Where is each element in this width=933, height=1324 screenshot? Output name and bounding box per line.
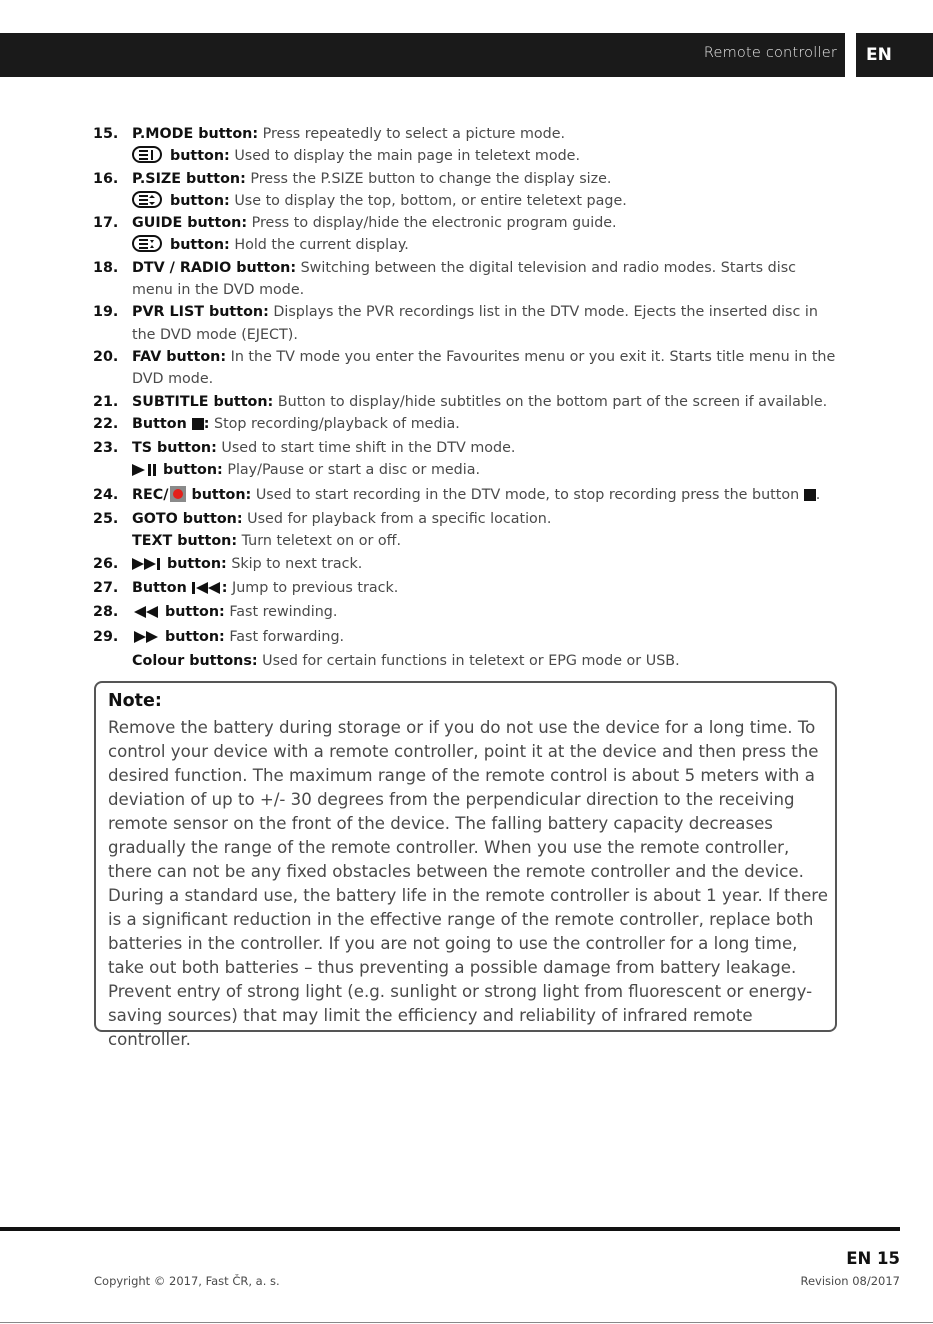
list-item <box>93 459 838 483</box>
bottom-divider <box>0 1322 933 1323</box>
button-description-list <box>93 123 838 672</box>
item-label: TS button: <box>132 440 217 457</box>
item-description: Used to start recording in the DTV mode, to stop recording press the button <box>251 486 804 503</box>
list-item <box>93 145 838 167</box>
teletext-hold-icon <box>132 235 162 252</box>
item-number: 27. <box>93 579 119 596</box>
item-description: Turn teletext on or off. <box>237 533 402 550</box>
language-badge: EN <box>856 33 933 77</box>
item-number: 18. <box>93 259 119 276</box>
item-label: button: <box>158 462 223 479</box>
item-description: Used to start time shift in the DTV mode. <box>216 440 516 457</box>
item-number: 23. <box>93 440 119 457</box>
item-description: Skip to next track. <box>226 555 363 572</box>
item-label: FAV button: <box>132 348 227 365</box>
note-box <box>94 681 837 1049</box>
item-description: Displays the PVR recordings list in the DTV mode. Ejects the inserted disc in the DVD mode (EJECT). <box>132 304 818 343</box>
list-item <box>93 123 838 145</box>
item-description: Stop recording/playback of media. <box>209 415 460 432</box>
item-label: SUBTITLE button: <box>132 393 274 410</box>
item-number: 20. <box>93 348 119 365</box>
item-description: Press repeatedly to select a picture mode. <box>258 126 566 142</box>
item-description: Hold the current display. <box>229 237 409 254</box>
item-label: Button <box>132 415 192 432</box>
list-item <box>93 391 838 413</box>
stop-icon <box>804 486 816 508</box>
item-label-suffix: : <box>203 415 210 432</box>
item-description: Press to display/hide the electronic program guide. <box>247 215 617 232</box>
item-label: Button <box>132 579 192 596</box>
list-item <box>93 437 838 459</box>
item-description: Fast forwarding. <box>224 628 345 645</box>
item-description: In the TV mode you enter the Favourites menu or you exit it. Starts title menu in the DVD mode. <box>132 348 836 388</box>
item-label: P.SIZE button: <box>132 170 246 187</box>
list-item <box>93 234 838 256</box>
list-item <box>93 650 838 672</box>
list-item <box>93 168 838 190</box>
play-pause-icon <box>132 461 158 483</box>
item-description: Use to display the top, bottom, or entire teletext page. <box>229 192 627 209</box>
item-description: Jump to previous track. <box>227 579 399 596</box>
item-number: 17. <box>93 215 119 232</box>
list-item <box>93 346 838 391</box>
section-title: Remote controller <box>703 45 837 61</box>
list-item <box>93 626 838 650</box>
copyright-text: Copyright © 2017, Fast ČR, a. s. <box>94 1274 280 1288</box>
list-item <box>93 301 838 346</box>
item-description: Press the P.SIZE button to change the display size. <box>245 170 612 187</box>
item-description: Used to display the main page in teletext mode. <box>229 148 580 165</box>
item-number: 28. <box>93 604 119 621</box>
item-label: button: <box>160 604 225 621</box>
item-label: TEXT button: <box>132 533 238 550</box>
note-paragraph: Prevent entry of strong light (e.g. sunlight or strong light from fluorescent or energy-saving sources) that may limit the efficiency and reliability of infrared remote controller. <box>108 982 813 1049</box>
list-item <box>93 553 838 577</box>
list-item <box>93 190 838 212</box>
item-number: 25. <box>93 511 119 528</box>
item-number: 21. <box>93 393 119 410</box>
fast-forward-icon <box>132 628 160 650</box>
item-number: 24. <box>93 486 119 503</box>
item-label: button: <box>165 237 230 254</box>
item-number: 26. <box>93 555 119 572</box>
list-item <box>93 413 838 437</box>
item-label: button: <box>165 148 230 165</box>
item-description: Button to display/hide subtitles on the bottom part of the screen if available. <box>273 393 828 410</box>
list-item <box>93 601 838 625</box>
item-label: GOTO button: <box>132 511 243 528</box>
item-label: GUIDE button: <box>132 215 248 232</box>
record-icon <box>170 486 186 502</box>
item-description: Used for certain functions in teletext or EPG mode or USB. <box>257 652 680 669</box>
note-title: Note: <box>108 691 162 711</box>
item-label-suffix: button: <box>186 486 252 503</box>
item-description: Used for playback from a specific location. <box>242 511 552 528</box>
rewind-icon <box>132 603 160 625</box>
item-description-end: . <box>815 486 821 503</box>
list-item <box>93 577 838 601</box>
item-number: 16. <box>93 170 119 187</box>
header-bar <box>0 33 845 77</box>
list-item <box>93 508 838 530</box>
next-track-icon <box>132 555 162 577</box>
list-item <box>93 212 838 234</box>
item-description: Play/Pause or start a disc or media. <box>222 462 481 479</box>
item-label: button: <box>165 192 230 209</box>
item-number: 15. <box>93 126 119 142</box>
item-number: 19. <box>93 304 119 321</box>
item-label: Colour buttons: <box>132 652 258 669</box>
item-label: button: <box>162 555 227 572</box>
item-label-suffix: : <box>221 579 228 596</box>
stop-icon <box>192 415 204 437</box>
item-number: 29. <box>93 628 119 645</box>
note-body <box>108 716 828 1052</box>
list-item <box>93 484 838 508</box>
revision-text: Revision 08/2017 <box>800 1274 900 1288</box>
previous-track-icon <box>192 579 222 601</box>
footer-divider <box>0 1227 900 1231</box>
item-description: Fast rewinding. <box>224 604 338 621</box>
page-number: EN 15 <box>846 1249 900 1268</box>
note-paragraph: Remove the battery during storage or if you do not use the device for a long time. To control your device with a remote controller, point it at the device and then press the desired function. The maximum range of the remote control is about 5 meters with a deviation of up to +/- 30 degrees from the perpendicular direction to the receiving remote sensor on the front of the device. The falling battery capacity decreases gradually the range of the remote controller. When you use the remote controller, there can not be any fixed obstacles between the remote controller and the device. During a standard use, the battery life in the remote controller is about 1 year. If there is a significant reduction in the effective range of the remote controller, replace both batteries in the controller. If you are not going to use the controller for a long time, take out both batteries – thus preventing a possible damage from battery leakage. <box>108 718 828 977</box>
teletext-icon <box>132 146 162 163</box>
item-label: DTV / RADIO button: <box>132 259 297 276</box>
item-label: P.MODE button: <box>132 126 259 142</box>
item-label: button: <box>160 628 225 645</box>
teletext-size-icon <box>132 191 162 208</box>
list-item <box>93 257 838 302</box>
list-item <box>93 530 838 552</box>
item-label: REC/ <box>132 486 169 503</box>
item-number: 22. <box>93 415 119 432</box>
item-description: Switching between the digital television and radio modes. Starts disc menu in the DVD mode. <box>132 259 797 299</box>
item-label: PVR LIST button: <box>132 304 269 321</box>
